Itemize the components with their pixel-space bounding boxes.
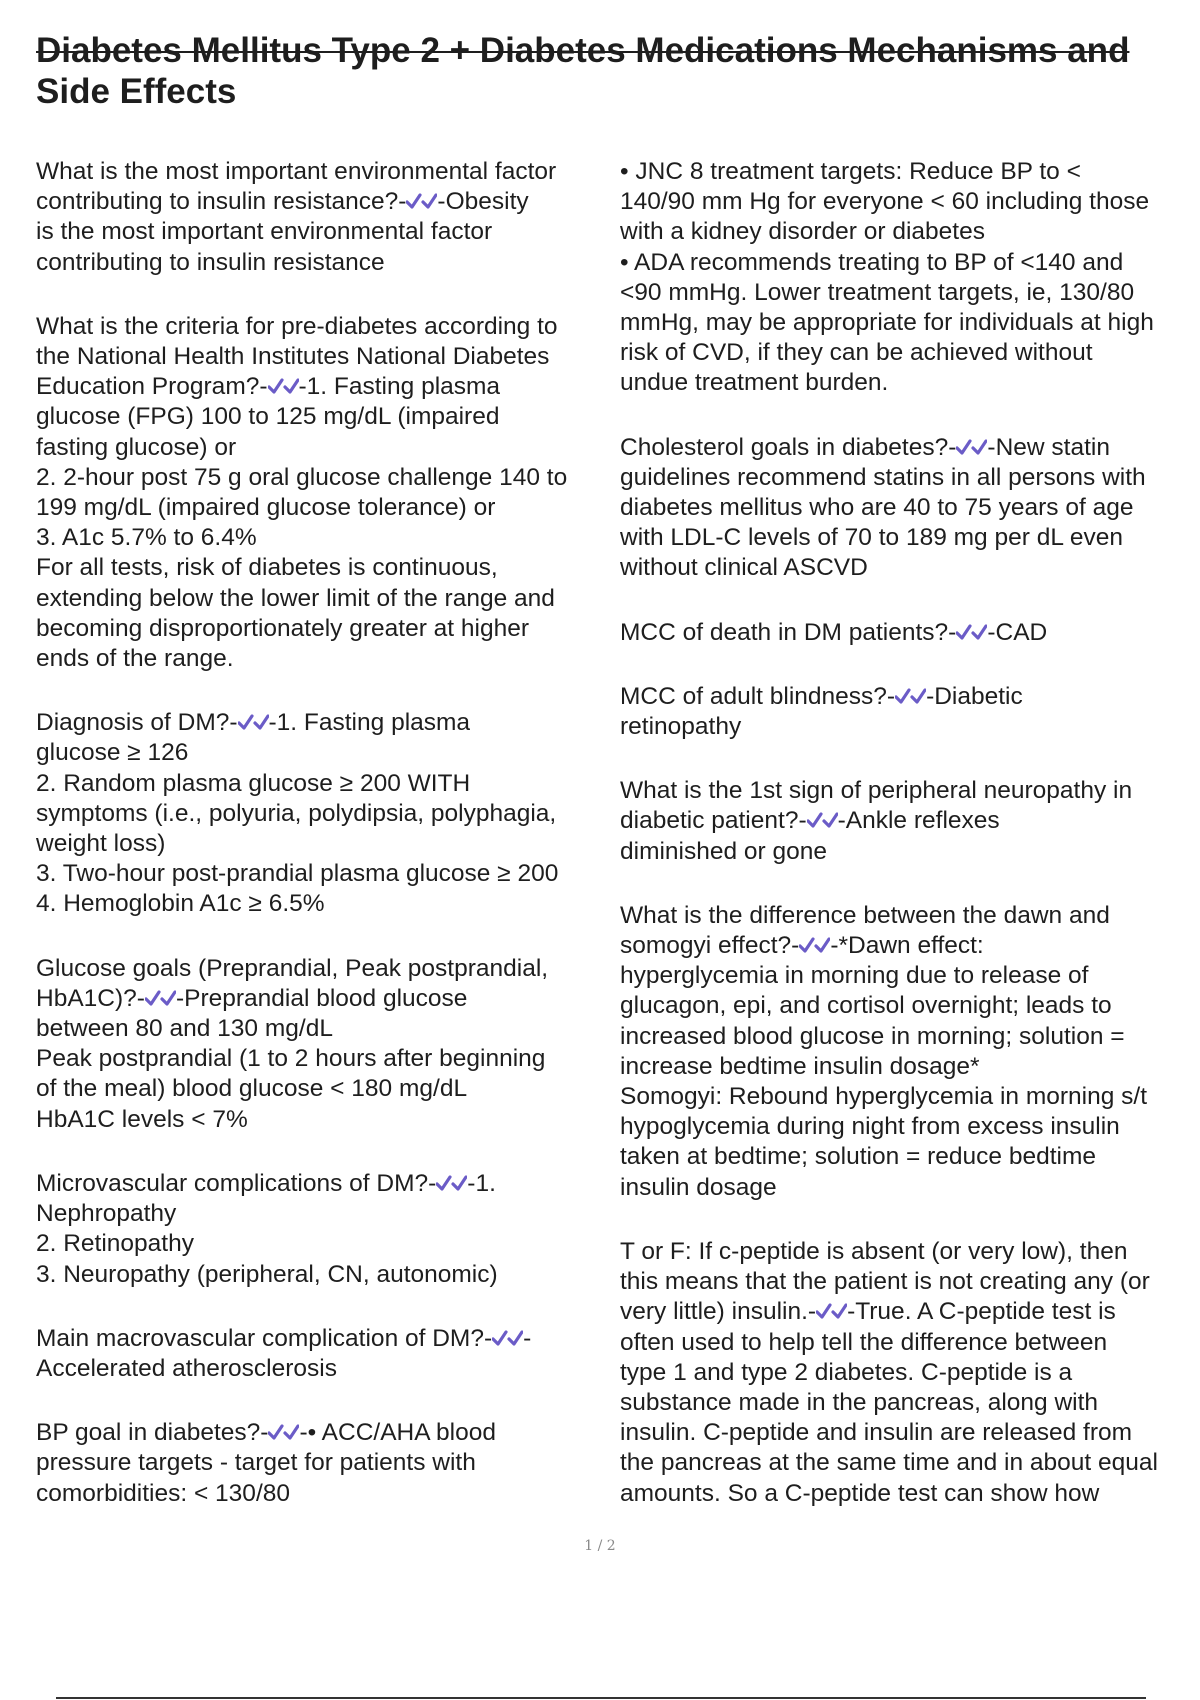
double-check-icon xyxy=(492,1327,523,1349)
qa-item: MCC of death in DM patients?- -CAD xyxy=(620,618,1048,646)
document-title xyxy=(36,30,1176,112)
footer-divider xyxy=(56,1697,1146,1699)
qa-item: What is the 1st sign of peripheral neuropathy in diabetic patient?- -Ankle reflexes diminished or gone xyxy=(620,777,1133,865)
double-check-icon xyxy=(238,711,269,733)
double-check-icon xyxy=(406,190,437,212)
qa-item: Cholesterol goals in diabetes?- -New statin guidelines recommend statins in all persons with diabetes mellitus who are 40 to 75 years of age with LDL-C levels of 70 to 189 mg per dL even without clinical ASCVD xyxy=(620,433,1146,582)
double-check-icon xyxy=(956,436,987,458)
double-check-icon xyxy=(895,685,926,707)
double-check-icon xyxy=(145,987,176,1009)
qa-item: • JNC 8 treatment targets: Reduce BP to < 140/90 mm Hg for everyone < 60 including those with a kidney disorder or diabetes • ADA recommends treating to BP of <140 and <90 mmHg. Lower treatment targets, ie, 130/80 mmHg, may be appropriate for individuals at high risk of CVD, if they can be achieved without undue treatment burden. xyxy=(620,158,1154,397)
double-check-icon xyxy=(268,375,299,397)
qa-item: What is the most important environmental factor contributing to insulin resistance?- -Obesity is the most important environmental factor contributing to insulin resistance xyxy=(36,158,557,276)
qa-item: Glucose goals (Preprandial, Peak postprandial, HbA1C)?- -Preprandial blood glucose between 80 and 130 mg/dL Peak postprandial (1 to 2 hours after beginning of the meal) blood glucose < 180 mg/dL HbA1C levels < 7% xyxy=(36,954,549,1133)
double-check-icon xyxy=(956,621,987,643)
right-column xyxy=(620,157,1195,1543)
left-column xyxy=(36,157,609,1543)
double-check-icon xyxy=(816,1300,847,1322)
double-check-icon xyxy=(799,934,830,956)
qa-item: Diagnosis of DM?- -1. Fasting plasma glucose ≥ 126 2. Random plasma glucose ≥ 200 WITH symptoms (i.e., polyuria, polydipsia, polyphagia, weight loss) 3. Two-hour post-prandial plasma glucose ≥ 200 4. Hemoglobin A1c ≥ 6.5% xyxy=(36,709,559,918)
double-check-icon xyxy=(807,809,838,831)
title-line-2: Side Effects xyxy=(36,72,237,111)
double-check-icon xyxy=(436,1172,467,1194)
double-check-icon xyxy=(268,1421,299,1443)
page-number: 1 / 2 xyxy=(584,1538,616,1554)
qa-item: T or F: If c-peptide is absent (or very low), then this means that the patient is not creating any (or very little) insulin.- -True. A C-peptide test is often used to help tell the difference between type 1 and type 2 diabetes. C-peptide is a substance made in the pancreas, along with insulin. C-peptide and insulin are released from the pancreas at the same time and in about equal amounts. So a C-peptide test can show how xyxy=(620,1237,1158,1507)
qa-item: MCC of adult blindness?- -Diabetic retinopathy xyxy=(620,682,1023,741)
qa-item: What is the criteria for pre-diabetes according to the National Health Institutes National Diabetes Education Program?- -1. Fasting plasma glucose (FPG) 100 to 125 mg/dL (impaired fasting glucose) or 2. 2-hour post 75 g oral glucose challenge 140 to 199 mg/dL (impaired glucose tolerance) or 3. A1c 5.7% to 6.4% For all tests, risk of diabetes is continuous, extending below the lower limit of the range and becoming disproportionately greater at higher ends of the range. xyxy=(36,312,568,673)
qa-item: Microvascular complications of DM?- -1. Nephropathy 2. Retinopathy 3. Neuropathy (peripheral, CN, autonomic) xyxy=(36,1169,498,1288)
qa-item: What is the difference between the dawn and somogyi effect?- -*Dawn effect: hyperglycemia in morning due to release of glucagon, epi, and cortisol overnight; leads to increased blood glucose in morning; solution = increase bedtime insulin dosage* Somogyi: Rebound hyperglycemia in morning s/t hypoglycemia during night from excess insulin taken at bedtime; solution = reduce bedtime insulin dosage xyxy=(620,901,1148,1201)
qa-item: BP goal in diabetes?- -• ACC/AHA blood pressure targets - target for patients with comorbidities: < 130/80 xyxy=(36,1419,496,1507)
qa-item: Main macrovascular complication of DM?- - Accelerated atherosclerosis xyxy=(36,1324,532,1382)
title-line-1: Diabetes Mellitus Type 2 + Diabetes Medications Mechanisms and xyxy=(36,31,1130,70)
